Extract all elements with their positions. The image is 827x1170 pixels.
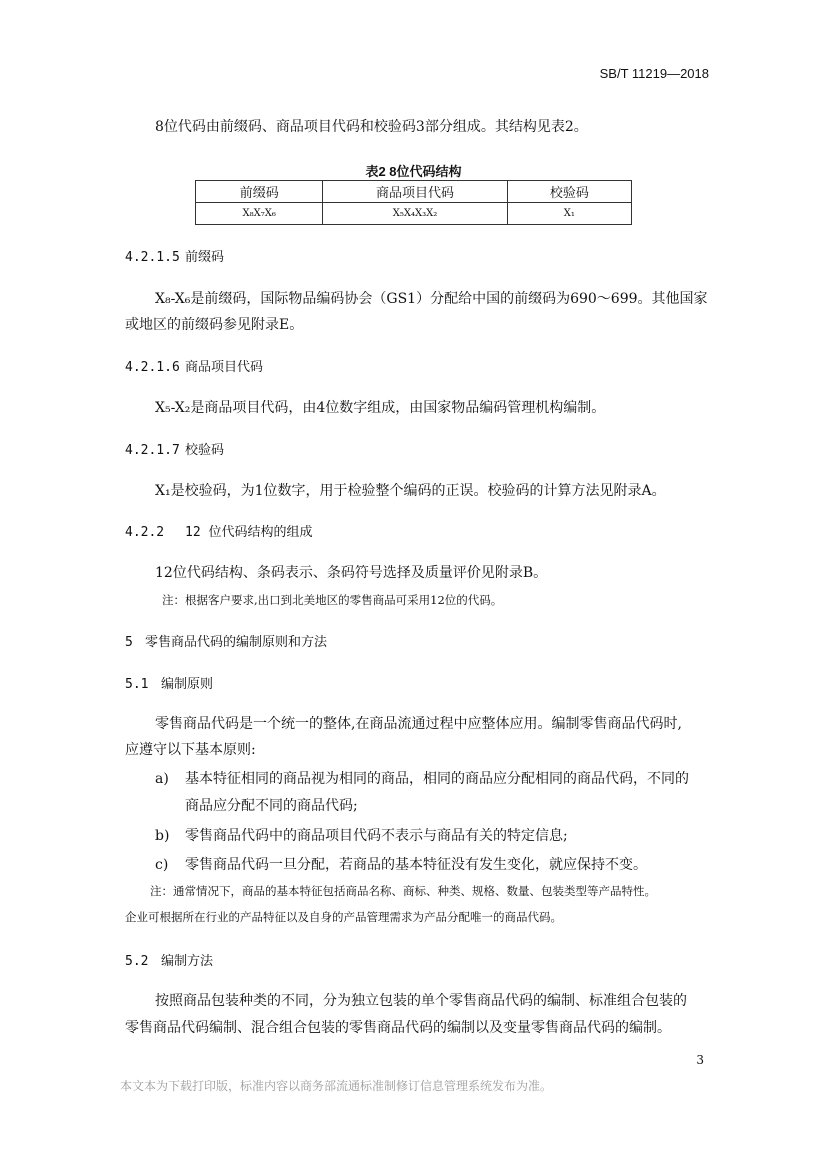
list-item: 零售商品代码一旦分配，若商品的基本特征没有发生变化，就应保持不变。 [185, 857, 647, 873]
page-number: 3 [696, 1053, 704, 1067]
section-title: 前缀码 [185, 250, 225, 265]
section-title: 校验码 [185, 443, 225, 458]
section-number: 4.2.1.6 [125, 360, 180, 375]
list-item-marker: c) [155, 857, 169, 873]
section-title: 12 位代码结构的组成 [185, 525, 313, 540]
section-title: 商品项目代码 [185, 360, 264, 375]
table-row [196, 203, 632, 225]
table-cell: X₁ [507, 203, 631, 225]
section-number: 4.2.1.5 [125, 250, 180, 265]
table-header-cell: 校验码 [507, 181, 631, 203]
section-heading-5 [125, 633, 327, 653]
table-cell: X₅X₄X₃X₂ [323, 203, 507, 225]
table-caption: 表2 8位代码结构 [365, 164, 462, 179]
table-header-cell: 商品项目代码 [323, 181, 507, 203]
list-item-marker: a) [155, 771, 169, 787]
section-number: 5 [125, 635, 133, 650]
note: 注：通常情况下，商品的基本特征包括商品名称、商标、种类、规格、数量、包装类型等产品特性。 [150, 884, 656, 898]
note-continuation: 企业可根据所在行业的产品特征以及自身的产品管理需求为产品分配唯一的商品代码。 [125, 910, 562, 924]
standard-number: SB/T 11219—2018 [599, 66, 709, 81]
paragraph-line: 或地区的前缀码参见附录E。 [125, 317, 304, 333]
code-structure-table [195, 180, 632, 225]
section-heading-4-2-1-7 [125, 441, 224, 461]
list-item-marker: b) [155, 828, 170, 844]
section-number: 4.2.1.7 [125, 443, 180, 458]
note: 注：根据客户要求,出口到北美地区的零售商品可采用12位的代码。 [162, 593, 503, 607]
section-number: 5.2 [125, 954, 149, 969]
list-item: 零售商品代码中的商品项目代码不表示与商品有关的特定信息; [185, 828, 568, 844]
paragraph-line: 12位代码结构、条码表示、条码符号选择及质量评价见附录B。 [155, 565, 548, 581]
paragraph-line: X₅-X₂是商品项目代码，由4位数字组成，由国家物品编码管理机构编制。 [155, 400, 606, 416]
section-heading-4-2-1-5 [125, 248, 224, 268]
paragraph-line: X₁是校验码，为1位数字，用于检验整个编码的正误。校验码的计算方法见附录A。 [155, 483, 666, 499]
section-heading-4-2-2 [125, 523, 312, 543]
section-heading-5-2 [125, 952, 213, 972]
section-heading-4-2-1-6 [125, 358, 263, 378]
paragraph-line: 零售商品代码是一个统一的整体,在商品流通过程中应整体应用。编制零售商品代码时, [155, 716, 682, 732]
footer-disclaimer: 本文本为下载打印版，标准内容以商务部流通标准制修订信息管理系统发布为准。 [120, 1079, 553, 1093]
paragraph-line: X₈-X₆是前缀码，国际物品编码协会（GS1）分配给中国的前缀码为690～699。其他国家 [155, 291, 708, 307]
section-title: 编制原则 [161, 677, 214, 692]
section-title: 零售商品代码的编制原则和方法 [145, 635, 328, 650]
table-cell: X₈X₇X₆ [196, 203, 323, 225]
table-header-row [196, 181, 632, 203]
table-header-cell: 前缀码 [196, 181, 323, 203]
list-item: 基本特征相同的商品视为相同的商品，相同的商品应分配相同的商品代码，不同的 [185, 771, 689, 787]
section-number: 5.1 [125, 677, 149, 692]
paragraph-line: 按照商品包装种类的不同，分为独立包装的单个零售商品代码的编制、标准组合包装的 [155, 993, 687, 1009]
list-item-continuation: 商品应分配不同的商品代码; [185, 798, 358, 814]
paragraph-line: 零售商品代码编制、混合组合包装的零售商品代码的编制以及变量零售商品代码的编制。 [125, 1020, 671, 1036]
section-number: 4.2.2 [125, 525, 165, 540]
section-title: 编制方法 [161, 954, 214, 969]
section-heading-5-1 [125, 675, 213, 695]
paragraph-line: 应遵守以下基本原则: [125, 742, 256, 758]
intro-paragraph: 8位代码由前缀码、商品项目代码和校验码3部分组成。其结构见表2。 [155, 119, 588, 135]
